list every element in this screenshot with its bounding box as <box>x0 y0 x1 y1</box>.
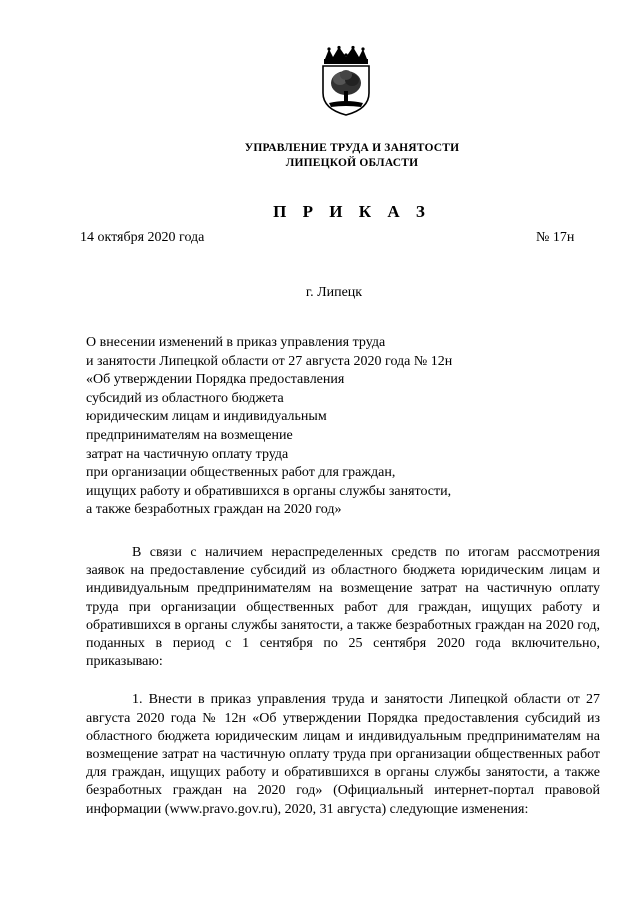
item-1-paragraph: 1. Внести в приказ управления труда и занятости Липецкой области от 27 августа 2020 года № 12н «Об утверждении Порядка предоставления субсидий из областного бюджета юридическим лицам и индивидуальным предпринимателям на возмещение затрат на частичную оплату труда при организации общественных работ для граждан, ищущих работу и обратившихся в органы службы занятости, а также безработных граждан на 2020 год» (Официальный интернет-портал правовой информации (www.pravo.gov.ru), 2020, 31 августа) следующие изменения: <box>86 692 600 817</box>
order-body <box>86 544 600 819</box>
preamble-paragraph: В связи с наличием нераспределенных средств по итогам рассмотрения заявок на предоставление субсидий из областного бюджета юридическим лицам и индивидуальным предпринимателям на возмещение затрат на частичную оплату труда при организации общественных работ для граждан, ищущих работу и обратившихся в органы службы занятости, а также безработных граждан на 2020 год, поданных в период с 1 сентября по 25 сентября 2020 года включительно, приказываю: <box>86 545 600 670</box>
subject-line: а также безработных граждан на 2020 год» <box>86 502 342 518</box>
subject-line: субсидий из областного бюджета <box>86 390 284 406</box>
subject-line: «Об утверждении Порядка предоставления <box>86 372 345 388</box>
organization-name-line1: УПРАВЛЕНИЕ ТРУДА И ЗАНЯТОСТИ <box>244 142 460 154</box>
subject-line: предпринимателям на возмещение <box>86 427 293 443</box>
organization-name-line2: ЛИПЕЦКОЙ ОБЛАСТИ <box>285 157 419 169</box>
subject-line: О внесении изменений в приказ управления труда <box>86 335 386 350</box>
order-number: № 17н <box>536 230 575 245</box>
coat-of-arms-icon <box>315 45 377 117</box>
subject-line: ищущих работу и обратившихся в органы службы занятости, <box>86 483 452 499</box>
order-date: 14 октября 2020 года <box>80 230 205 245</box>
subject-line: и занятости Липецкой области от 27 августа 2020 года № 12н <box>86 353 453 369</box>
document-type-title: П Р И К А З <box>273 202 431 221</box>
order-subject <box>86 334 506 520</box>
city-name: г. Липецк <box>305 285 363 300</box>
subject-line: юридическим лицам и индивидуальным <box>86 409 327 425</box>
subject-line: при организации общественных работ для граждан, <box>86 465 396 481</box>
subject-line: затрат на частичную оплату труда <box>86 446 289 462</box>
